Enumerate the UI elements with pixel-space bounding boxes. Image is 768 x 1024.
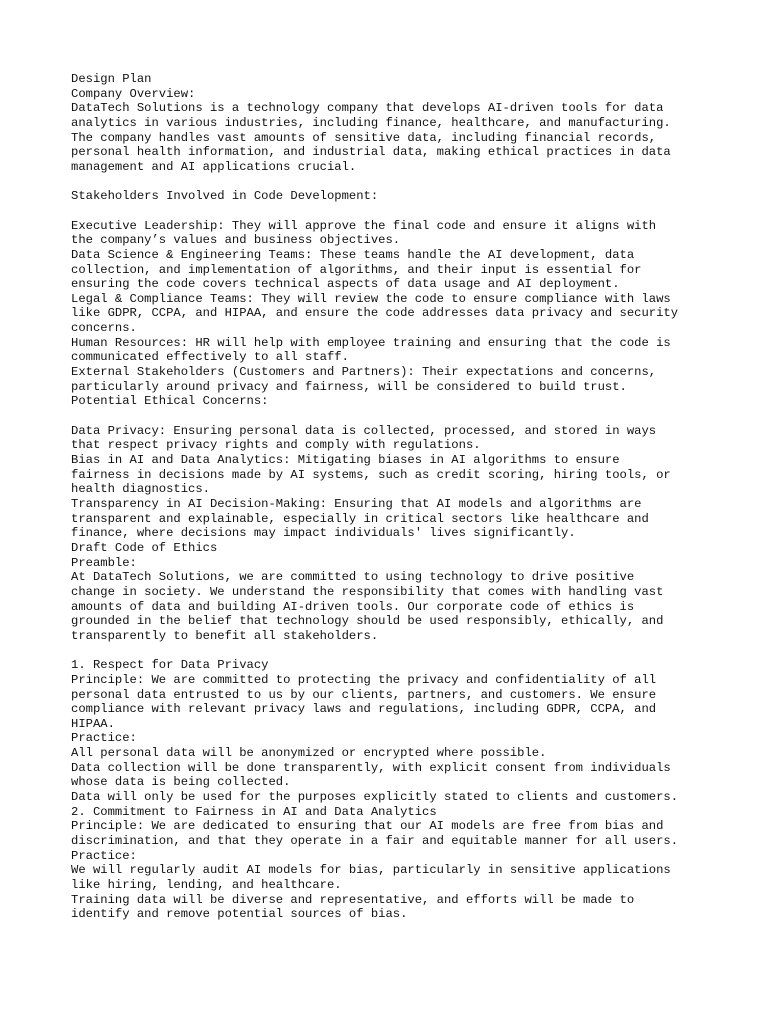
text-line: management and AI applications crucial. <box>71 159 357 174</box>
blank-line <box>71 644 731 659</box>
text-line: At DataTech Solutions, we are committed to using technology to drive positive <box>71 570 635 585</box>
text-line: ensuring the code covers technical aspects of data usage and AI deployment. <box>71 277 620 292</box>
text-line: that respect privacy rights and comply with regulations. <box>71 438 481 453</box>
text-line: personal data entrusted to us by our clients, partners, and customers. We ensure <box>71 687 657 702</box>
text-line: Training data will be diverse and representative, and efforts will be made to <box>71 892 635 907</box>
text-line: transparent and explainable, especially in critical sectors like healthcare and <box>71 511 649 526</box>
text-line: transparently to benefit all stakeholders. <box>71 628 379 643</box>
text-line: Data Privacy: Ensuring personal data is collected, processed, and stored in ways <box>71 423 657 438</box>
text-line: fairness in decisions made by AI systems, such as credit scoring, hiring tools, or <box>71 467 671 482</box>
text-line: finance, where decisions may impact individuals' lives significantly. <box>71 526 576 541</box>
section-heading: Company Overview: <box>71 86 196 101</box>
text-line: health diagnostics. <box>71 482 210 497</box>
section-heading: 1. Respect for Data Privacy <box>71 658 269 673</box>
text-line: Human Resources: HR will help with employee training and ensuring that the code is <box>71 335 671 350</box>
text-line: HIPAA. <box>71 716 115 731</box>
text-line: Executive Leadership: They will approve the final code and ensure it aligns with <box>71 218 657 233</box>
text-line: Principle: We are committed to protecting the privacy and confidentiality of all <box>71 672 657 687</box>
text-line: discrimination, and that they operate in a fair and equitable manner for all users. <box>71 834 679 849</box>
text-line: Principle: We are dedicated to ensuring that our AI models are free from bias and <box>71 819 664 834</box>
section-heading: Preamble: <box>71 555 137 570</box>
text-line: Bias in AI and Data Analytics: Mitigating biases in AI algorithms to ensure <box>71 453 620 468</box>
document-page <box>71 72 731 922</box>
text-line: analytics in various industries, including finance, healthcare, and manufacturing. <box>71 115 671 130</box>
section-heading: Draft Code of Ethics <box>71 540 218 555</box>
section-heading: Practice: <box>71 731 137 746</box>
text-line: Data collection will be done transparently, with explicit consent from individuals <box>71 760 671 775</box>
text-line: compliance with relevant privacy laws and regulations, including GDPR, CCPA, and <box>71 702 657 717</box>
text-line: identify and remove potential sources of bias. <box>71 907 408 922</box>
blank-line <box>71 175 731 190</box>
blank-line <box>71 204 731 219</box>
text-line: grounded in the belief that technology should be used responsibly, ethically, and <box>71 614 664 629</box>
text-line: Transparency in AI Decision-Making: Ensuring that AI models and algorithms are <box>71 496 642 511</box>
text-line: The company handles vast amounts of sensitive data, including financial records, <box>71 130 657 145</box>
text-line: DataTech Solutions is a technology company that develops AI-driven tools for data <box>71 101 664 116</box>
text-line: External Stakeholders (Customers and Partners): Their expectations and concerns, <box>71 365 657 380</box>
text-line: communicated effectively to all staff. <box>71 350 349 365</box>
text-line: concerns. <box>71 321 137 336</box>
section-heading: Practice: <box>71 848 137 863</box>
text-line: like hiring, lending, and healthcare. <box>71 878 342 893</box>
section-heading: 2. Commitment to Fairness in AI and Data Analytics <box>71 804 437 819</box>
blank-line <box>71 409 731 424</box>
text-line: Legal & Compliance Teams: They will review the code to ensure compliance with laws <box>71 291 671 306</box>
text-line: whose data is being collected. <box>71 775 291 790</box>
document-title: Design Plan <box>71 72 152 86</box>
text-line: Data Science & Engineering Teams: These teams handle the AI development, data <box>71 247 635 262</box>
text-line: We will regularly audit AI models for bias, particularly in sensitive applications <box>71 863 671 878</box>
text-line: amounts of data and building AI-driven tools. Our corporate code of ethics is <box>71 599 635 614</box>
text-line: the company’s values and business objectives. <box>71 233 401 248</box>
text-line: change in society. We understand the responsibility that comes with handling vast <box>71 584 664 599</box>
text-line: particularly around privacy and fairness, will be considered to build trust. <box>71 379 627 394</box>
text-line: Data will only be used for the purposes explicitly stated to clients and customers. <box>71 790 679 805</box>
section-heading: Potential Ethical Concerns: <box>71 394 269 409</box>
text-line: All personal data will be anonymized or encrypted where possible. <box>71 746 547 761</box>
text-line: collection, and implementation of algorithms, and their input is essential for <box>71 262 642 277</box>
text-line: like GDPR, CCPA, and HIPAA, and ensure the code addresses data privacy and security <box>71 306 679 321</box>
text-line: personal health information, and industrial data, making ethical practices in data <box>71 145 671 160</box>
section-heading: Stakeholders Involved in Code Development: <box>71 189 379 204</box>
